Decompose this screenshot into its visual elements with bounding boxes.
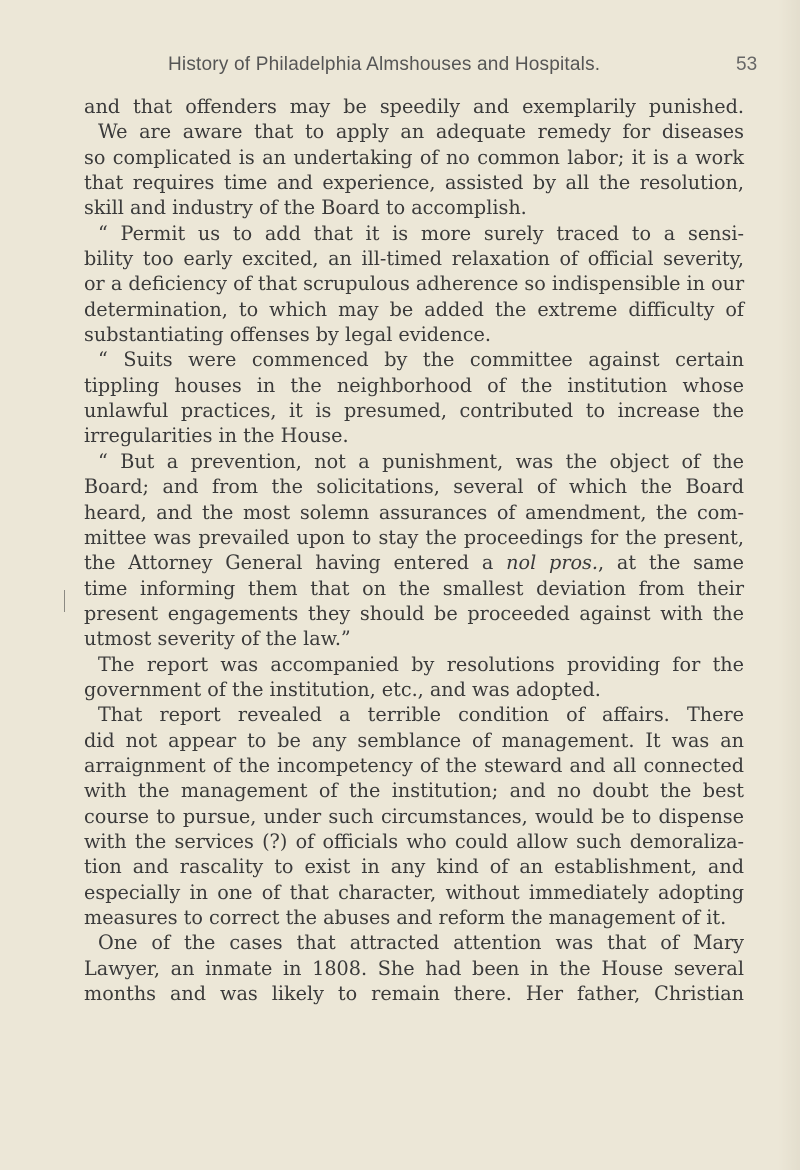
text-line: The report was accompanied by resolutions providing for the [98, 652, 744, 676]
text-line: time informing them that on the smallest deviation from their [84, 576, 744, 600]
text-line: Lawyer, an inmate in 1808. She had been in the House several [84, 956, 744, 980]
text-line: measures to correct the abuses and reform the management of it. [84, 906, 727, 929]
margin-mark [64, 590, 65, 612]
text-line: determination, to which may be added the extreme difficulty of [84, 297, 744, 321]
text-line: “ Permit us to add that it is more surely traced to a sensi- [98, 221, 744, 245]
text-line: that requires time and experience, assisted by all the resolution, [84, 171, 744, 195]
text-line: and that offenders may be speedily and exemplarily punished. [84, 95, 744, 118]
text-line: “ Suits were commenced by the committee against certain [98, 348, 744, 372]
text-line: arraignment of the incompetency of the steward and all connected [84, 753, 744, 777]
page-edge-shadow [778, 0, 800, 1170]
text-line: government of the institution, etc., and was adopted. [84, 677, 601, 701]
page-number: 53 [736, 54, 758, 75]
italic-term: nol pros. [506, 551, 598, 575]
text-segment: the Attorney General having entered a [84, 551, 507, 575]
text-line: irregularities in the House. [84, 424, 349, 448]
text-line: especially in one of that character, without immediately adopting [84, 880, 744, 904]
text-segment: , at the same [598, 551, 744, 575]
text-line: with the services (?) of officials who could allow such demoraliza- [84, 829, 744, 853]
text-line: or a deficiency of that scrupulous adherence so indispensible in our [84, 272, 745, 296]
text-line: tion and rascality to exist in any kind of an establishment, and [84, 855, 744, 879]
text-line: “ But a prevention, not a punishment, was the object of the [98, 449, 744, 473]
text-line: heard, and the most solemn assurances of amendment, the com- [84, 500, 744, 524]
running-header: History of Philadelphia Almshouses and Hospitals. [168, 54, 601, 75]
text-line: so complicated is an undertaking of no common labor; it is a work [84, 145, 744, 169]
text-line: with the management of the institution; and no doubt the best [84, 779, 744, 803]
text-line: utmost severity of the law.” [84, 627, 351, 651]
text-line: mittee was prevailed upon to stay the proceedings for the present, [84, 525, 744, 549]
text-line: One of the cases that attracted attention was that of Mary [98, 931, 744, 955]
text-line: present engagements they should be proceeded against with the [84, 601, 744, 625]
body-text [84, 94, 744, 1006]
text-line: skill and industry of the Board to accomplish. [84, 196, 527, 220]
text-line: unlawful practices, it is presumed, contributed to increase the [84, 399, 744, 423]
text-line: course to pursue, under such circumstances, would be to dispense [84, 804, 744, 828]
text-line: Board; and from the solicitations, several of which the Board [84, 475, 744, 499]
text-line: bility too early excited, an ill-timed relaxation of official severity, [84, 247, 744, 271]
text-line: That report revealed a terrible condition of affairs. There [98, 703, 744, 727]
text-line: We are aware that to apply an adequate remedy for diseases [98, 120, 744, 144]
text-line: tippling houses in the neighborhood of the institution whose [84, 373, 744, 397]
text-line: did not appear to be any semblance of management. It was an [84, 728, 744, 752]
text-line-italic-phrase [84, 550, 744, 575]
text-line: substantiating offenses by legal evidence. [84, 323, 491, 347]
text-line: months and was likely to remain there. Her father, Christian [84, 982, 744, 1006]
